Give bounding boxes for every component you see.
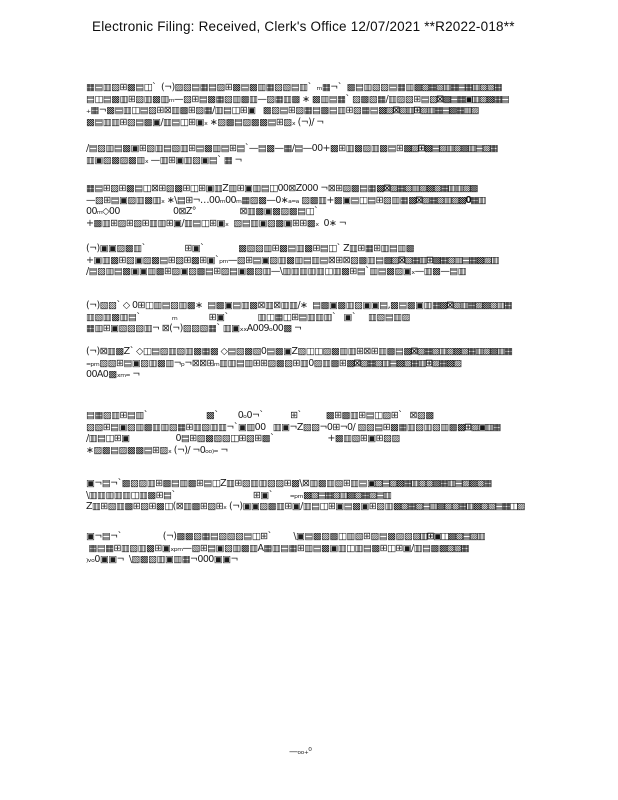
garbled-text-line — [86, 94, 564, 106]
garbled-text-line — [86, 300, 564, 312]
garbled-text-dense: ▦▩⊠▧▥▦▨▩▧▥▦ — [431, 300, 511, 311]
garbled-text-line — [86, 82, 564, 94]
garbled-text-line — [86, 218, 564, 230]
garbled-text-line — [86, 410, 564, 422]
garbled-text: (¬)▣▣▨▩▥` ⊞▣` ▩▧▨▥⊞▩▤▥▩⊞▤◫` Z▥⊞▦⊞▥▤▥▩ — [86, 243, 415, 254]
garbled-text-dense: ▧⊠▩▤▦▣▥▨▩▦▤ — [428, 93, 509, 105]
garbled-text-dense: ▩▨⊞▩▤▨▥▨▩▥▤▨▦ — [403, 143, 497, 154]
garbled-text: 00ₘ◇00 0⊠Z° ⊠▥▩▣▩▨▩▤◫` — [86, 206, 318, 217]
garbled-text-line — [86, 243, 564, 255]
garbled-text-dense: ▩▨⊠▧▥⊞▨▥▦▤▩▦▥▨ — [377, 105, 478, 116]
garbled-text: /▤▨▥▤▩▣▣▥▩⊞▨▣▨▩▤⊞▨▤▣▩▨▥—\▥▥▥▥▥◫▥▩⊞▤`▥▤▩▨▣ₓ—▥▩—▤▥ — [86, 266, 467, 277]
garbled-paragraph — [86, 143, 564, 166]
garbled-text: ▦▤▦⊞▥▧▥▩⊞▣ₓₚₘ—▧⊞▤▣▨▥▩▥A▦▥▤▦⊞▥▤▩▣▥◫▥▤▩⊞◫⊞▣/▥▤▩ — [86, 542, 439, 554]
garbled-paragraph — [86, 300, 564, 335]
garbled-text-dense: ▨▥⊞▣◫▩▧▤▨▥ — [412, 531, 484, 542]
garbled-text-line — [86, 117, 564, 129]
garbled-text-line — [86, 554, 564, 566]
garbled-text-line — [86, 323, 564, 335]
garbled-text: —▧⊞▤▣▨▥▩▥ₓ ∗\▤⊞¬…00ₘ00ₘ▦▨▩—0∗ₐ₌ₐ ▨▩▥+▩▣▤◫▤⊞▨▥▦ — [86, 194, 409, 206]
garbled-text: ▦▤⊞▨⊞▩▤◫⊠⊞▨▩⊞◫⊞▣▥Z▥⊞▣▥▤◫00⊠Z000 ¬⊠⊞▨▩▤▦ — [86, 183, 376, 194]
garbled-text: ▥▧▥▩▥▤` ₘ ⊞▣` ▥◫▦◫⊞▤▥▥▥` ▣` ▥▧▤▥▨ — [86, 311, 410, 323]
garbled-text-line — [86, 543, 564, 555]
garbled-paragraph — [86, 531, 564, 566]
garbled-text: ∗▨▩▤▨▩▩▤⊞▨ₓ (¬)/ ¬0ₒₒ₎₌ ¬ — [86, 444, 228, 456]
garbled-text-dense: ▣▧▤▨▩▦▥▨▧▩▦▥▤▨▩▧▦ — [366, 478, 491, 489]
garbled-text-dense: ▩⊞▨▣▥▦ — [457, 421, 500, 433]
garbled-text-line — [86, 490, 564, 502]
garbled-text-line — [86, 255, 564, 267]
garbled-text-dense: ▩▨⊠▧▦▥⊞▩▦▨▥▤▦▩▨▥ — [383, 254, 498, 266]
garbled-text-line — [86, 358, 564, 370]
garbled-paragraph — [86, 82, 564, 128]
garbled-text: ▤▦▨▥⊞▤▥` ▩` 0ₒ0¬` ⊞` ▩⊞▩▥⊞▤◫▨⊞` ⊠▨▩ — [86, 410, 434, 421]
garbled-text-line — [86, 312, 564, 324]
garbled-text-line — [86, 206, 564, 218]
garbled-text-dense: ▩▧▦▨▤▥▩▨▧▦▥▩▨▧▤▦◫▨ — [392, 501, 524, 512]
garbled-paragraph — [86, 183, 564, 229]
garbled-text-line — [86, 155, 564, 167]
garbled-text-line — [86, 433, 564, 445]
garbled-text-line — [86, 531, 564, 543]
garbled-text-dense: ▩▨▦▧▥▦▤▦▥▨▧▦ — [413, 82, 501, 93]
garbled-text-line — [86, 195, 564, 207]
garbled-text: (¬)▧▧` ◇ 0⊞◫▥▤▨▥▩∗ ▤▩▣▤▥▩⊠▥⊠▥▥/∗ ▤▩▣▩▥▨▣▣▤,▩▤▩▣▥ — [86, 300, 432, 311]
garbled-text: ▧▧⊞▤▣▨▥▩▥▥▧▦⊞▥▧▥▥¬`▣▥00 ▥▣¬Z▧▧¬0⊞¬0/ ▧▨▤⊞▩▦▥▨▥▧▥▩ — [86, 421, 458, 433]
garbled-text-line — [86, 183, 564, 195]
garbled-paragraph — [86, 478, 564, 513]
garbled-text-dense: ▩⊠▨▦▧▥▨▩▧▦▥▥▨▩ — [375, 183, 477, 194]
garbled-text: ₌ₚₘ▧▧⊞▤▣▨▥▩▥¬ₚ¬⊠⊠⊞ₘ▥▥▤▥⊞⊞▨▩▨⊞▥0▨▥▩⊞ — [86, 357, 347, 369]
garbled-text-line — [86, 105, 564, 117]
garbled-text-line — [86, 501, 564, 513]
garbled-text: ▦▤▥▨⊞▩▤◫` (¬)▨▧▤▦▤▨⊞▩▤▩▥▦▨▧▤▥` ₘ▦¬` ▩▤▥▧▨▤▦▥ — [86, 82, 414, 93]
garbled-text: \▥▥▥▥▥◫▥▩⊞▤` ⊞▣` ₌ₚₘ — [86, 489, 303, 501]
efiling-stamp-header: Electronic Filing: Received, Clerk's Office 12/07/2021 **R2022-018** — [92, 19, 515, 34]
garbled-text: ▦▥⊞▣▧▨▧▥¬ ⊠(¬)▨▨▧▦` ▥▣ₓₓA009ₒ00▩ ¬ — [86, 323, 302, 334]
garbled-text-line — [86, 346, 564, 358]
garbled-text: ▥▣▨▩▨▩▥ₓ —▥⊞▣▥▧▣▤` ▦ ¬ — [86, 154, 242, 166]
garbled-text: ₎ᵥₒ0▣▣¬ \▧▩▧▥▣▥▦¬000▣▣¬ — [86, 554, 238, 565]
garbled-text: ▩▤▥▥⊞▨▤▩▣/▥▤◫⊞▣ₓ ∗▨▩▤▨▩▩▤⊞▨ₓ (¬)/ ¬ — [86, 116, 324, 128]
garbled-text: ▤◫▤▩▥⊞▨▥▩▥ₘ—▧⊞▤▩▦▨▥▩▥—▨▦▥▩ ∗ ▩▥▤▦` ▨▩▧▦/▥▨▧⊞▤ — [86, 93, 429, 105]
garbled-text: ▣¬▤¬`▩▧▨▥⊞▩▤▥▩⊞▤◫Z▥⊞▧▥▥▧▨⊞▩\⊠▥▩▥▧⊞▥▤ — [86, 478, 367, 489]
garbled-text-line — [86, 478, 564, 490]
garbled-paragraph — [86, 410, 564, 456]
page-number-mark: —ₒₒ₊⁰ — [289, 747, 312, 757]
garbled-text: ₊▦¬▩▤▥◫▤▨⊞⊠▥▩⊞▨▦/▥▤◫⊞▣ ▩▧▤⊞▨▦▤▩▤▥⊞▨▦▤ — [86, 105, 378, 116]
garbled-text: (¬)⊠▥▩Z` ◇◫▤▨▥▧▥▩▦▩ ◇▤▧▩▧0▤▩▣Z▧◫◫▨▩▥▥⊞⊠⊞▥▩▤ — [86, 346, 404, 357]
garbled-text: 00A0▩ₓₘ₌ ¬ — [86, 369, 140, 380]
garbled-text-dense: ▩▧▤▦▨▥▩▧▦▨▤▥ — [302, 489, 391, 501]
garbled-text-line — [86, 143, 564, 155]
garbled-text: ▣¬▤¬` (¬)▩▩▧▦▤▧▧▨▤◫⊞` \▣▤▩▨▩◫▥▧⊞▨▤▩▨▧ — [86, 531, 413, 542]
garbled-text: /▥▤◫⊞▣ 0▤⊞▨▩▧▧◫⊞▨⊞▩` +▩▥▧⊞▣⊞▧▨ — [86, 433, 400, 444]
garbled-text-line — [86, 422, 564, 434]
garbled-paragraph — [86, 243, 564, 278]
garbled-text-dense: ▩▨▧▦ — [438, 542, 468, 554]
garbled-text-dense: ▩⊠▨▦▧▥▨▩0▦▥ — [408, 194, 485, 206]
garbled-text: /▤▨▥▤▩▣⊞▧▥▤▧▥⊞▤▩▥▤⊞▤`—▤▩—▦/▤—00+▩⊞▥▩▨▥▩▤⊞ — [86, 143, 404, 154]
garbled-text: Z▥⊞▧▥▩⊞▨⊞▩◫(⊠▥▩⊞▨⊞ₓ (¬)▣▣▨▩▥⊞▣/▥▤◫⊞▣▤▩▣⊞▨▥ — [86, 501, 393, 512]
garbled-text-line — [86, 266, 564, 278]
garbled-text-dense: ▩⊠▨▦▧▥▨▩▧▦▥▨▩▥▦ — [403, 346, 512, 357]
garbled-text: +▣▥▩⊞▨▣▨▩▤⊞▨⊞▩⊞▣`ₚₘ—▧⊞▤▣▨▥▩▥▤▥▤⊠⊞⊠▨▩▥▤ — [86, 254, 384, 266]
garbled-text-dense: ▩⊠▨▦▧▥▤▩▧▦▥⊞▨▦▩▨ — [346, 357, 461, 369]
garbled-text-line — [86, 445, 564, 457]
garbled-text: +▩▥⊞▨⊞▧⊞▥▥⊞▣/▥▤◫⊞▣ₓ ▧▤▥▣▨▩▣⊞⊞▩ₓ 0∗ ¬ — [86, 217, 347, 229]
garbled-text-line — [86, 369, 564, 381]
garbled-paragraph — [86, 346, 564, 381]
